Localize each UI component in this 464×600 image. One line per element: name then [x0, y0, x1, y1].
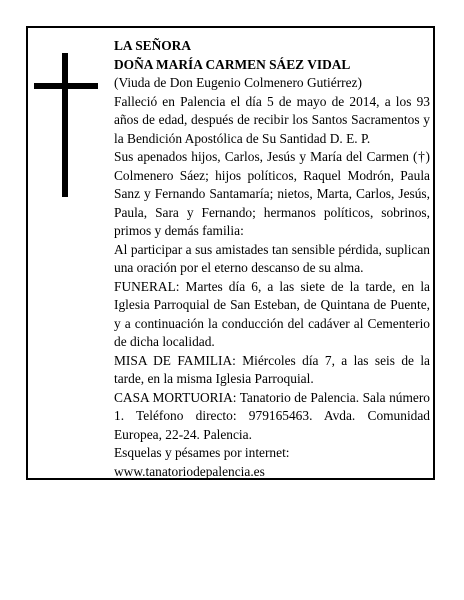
widow-of-line: (Viuda de Don Eugenio Colmenero Gutiérrez) — [114, 75, 362, 90]
website-link[interactable]: www.tanatoriodepalencia.es — [114, 463, 265, 479]
obituary-text — [114, 37, 430, 481]
cross-horizontal-bar — [34, 83, 98, 89]
deceased-name: DOÑA MARÍA CARMEN SÁEZ VIDAL — [114, 56, 351, 72]
family-paragraph: Sus apenados hijos, Carlos, Jesús y María del Carmen (†) Colmenero Sáez; hijos políticos, Raquel Modrón, Paula Sanz y Fernando Santamaría; nietos, Marta, Carlos, Jesús, Paula, Sara y Fernando; hermanos políticos, sobrinos, primos y demás familia: — [114, 149, 430, 238]
death-paragraph: Falleció en Palencia el día 5 de mayo de 2014, a los 93 años de edad, después de recibir los Santos Sacramentos y la Bendición Apostólica de Su Santidad D. E. P. — [114, 93, 430, 146]
heading-la-senora: LA SEÑORA — [114, 38, 192, 53]
condolences-label: Esquelas y pésames por internet: — [114, 445, 290, 460]
mortuary-paragraph: CASA MORTUORIA: Tanatorio de Palencia. Sala número 1. Teléfono directo: 979165463. Avda. Comunidad Europea, 22-24. Palencia. — [114, 389, 430, 442]
cross-vertical-bar — [62, 53, 68, 197]
request-paragraph: Al participar a sus amistades tan sensible pérdida, suplican una oración por el eterno descanso de su alma. — [114, 241, 430, 275]
funeral-paragraph: FUNERAL: Martes día 6, a las siete de la tarde, en la Iglesia Parroquial de San Esteban, de Quintana de Puente, y a continuación la conducción del cadáver al Cementerio de dicha localidad. — [114, 278, 430, 349]
family-mass-paragraph: MISA DE FAMILIA: Miércoles día 7, a las seis de la tarde, en la misma Iglesia Parroquial. — [114, 352, 430, 386]
